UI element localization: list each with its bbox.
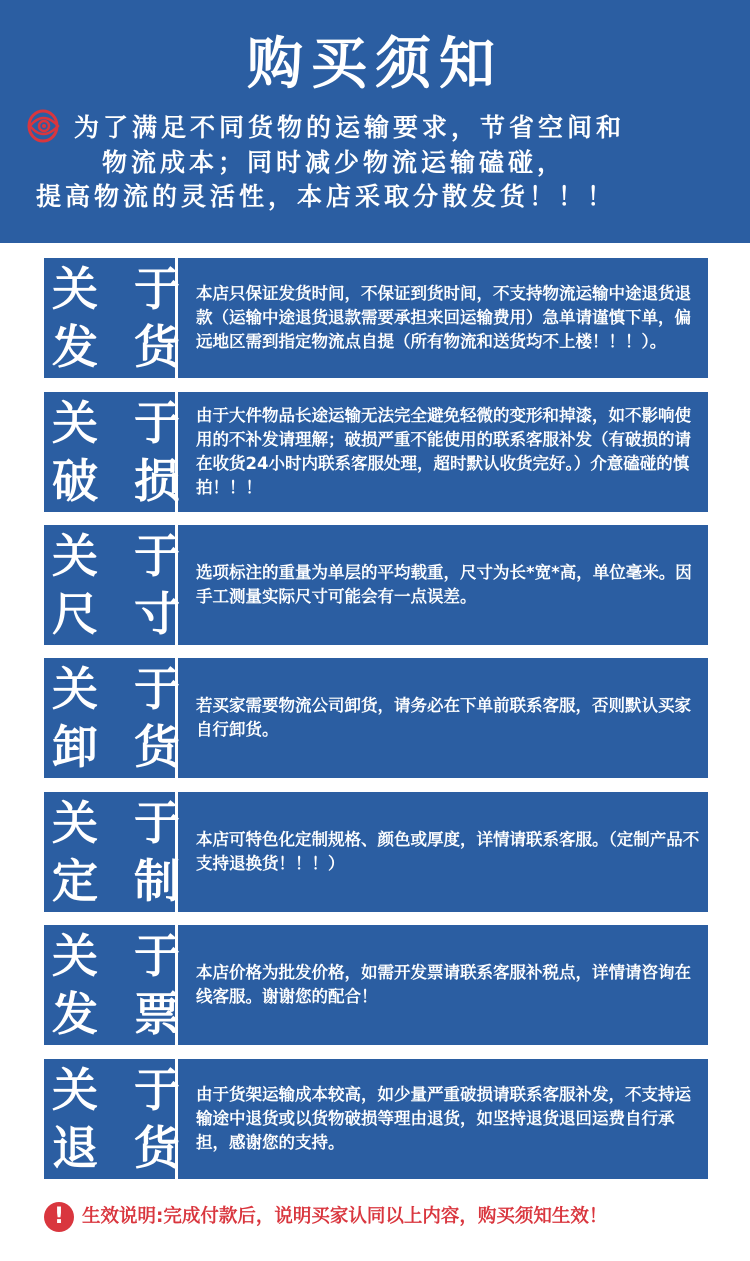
- section-label-bottom: 发 票: [52, 987, 191, 1041]
- intro-line-2: 物流成本；同时减少物流运输磕碰，: [102, 148, 567, 177]
- section-label-top: 关 于: [52, 1063, 191, 1117]
- header-banner: [0, 0, 750, 243]
- section-text: 本店可特色化定制规格、颜色或厚度，详情请联系客服。（定制产品不支持退换货！！！）: [196, 830, 700, 873]
- section-label-top: 关 于: [52, 662, 191, 716]
- exclamation-icon: !: [44, 1202, 74, 1232]
- section-unloading: [44, 658, 708, 778]
- section-label-top: 关 于: [52, 796, 191, 850]
- effective-notice-text: 生效说明:完成付款后，说明买家认同以上内容，购买须知生效！: [82, 1206, 608, 1227]
- section-label: [44, 925, 191, 1045]
- section-text: 本店价格为批发价格，如需开发票请联系客服补税点，详情请咨询在线客服。谢谢您的配合！: [196, 963, 691, 1006]
- section-text: 由于货架运输成本较高，如少量严重破损请联系客服补发，不支持运输途中退货或以货物破损等理由退货，如坚持退货退回运费自行承担，感谢您的支持。: [196, 1085, 691, 1152]
- section-label-bottom: 尺 寸: [52, 587, 191, 641]
- section-label-bottom: 发 货: [52, 320, 191, 374]
- section-label-top: 关 于: [52, 929, 191, 983]
- section-label: [44, 525, 191, 645]
- section-text: 选项标注的重量为单层的平均载重，尺寸为长*宽*高，单位毫米。因手工测量实际尺寸可能会有一点误差。: [196, 563, 692, 606]
- section-shipping: [44, 258, 708, 378]
- section-label: [44, 258, 191, 378]
- section-label-top: 关 于: [52, 396, 191, 450]
- section-label-bottom: 退 货: [52, 1121, 191, 1175]
- eye-notice-icon: [24, 107, 62, 145]
- section-damage: [44, 392, 708, 512]
- section-returns: [44, 1059, 708, 1179]
- section-text: 本店只保证发货时间，不保证到货时间，不支持物流运输中途退货退款（运输中途退货退款需要承担来回运输费用）急单请谨慎下单，偏远地区需到指定物流点自提（所有物流和送货均不上楼！！！）。: [196, 284, 691, 351]
- section-label-bottom: 破 损: [52, 454, 191, 508]
- section-label: [44, 1059, 191, 1179]
- intro-line-3: 提高物流的灵活性，本店采取分散发货！！！: [36, 182, 617, 211]
- section-label-top: 关 于: [52, 529, 191, 583]
- effective-notice: [44, 1200, 724, 1234]
- section-label: [44, 392, 191, 512]
- section-label: [44, 658, 191, 778]
- intro-line-1: 为了满足不同货物的运输要求，节省空间和: [74, 113, 626, 142]
- section-text: 若买家需要物流公司卸货，请务必在下单前联系客服，否则默认买家自行卸货。: [196, 696, 691, 739]
- section-label: [44, 792, 191, 912]
- section-text: 由于大件物品长途运输无法完全避免轻微的变形和掉漆，如不影响使用的不补发请理解；破损严重不能使用的联系客服补发（有破损的请在收货24小时内联系客服处理，超时默认收货完好。）介意磕碰的慎拍！！！: [196, 406, 691, 497]
- page-title: 购买须知: [247, 32, 503, 97]
- section-invoice: [44, 925, 708, 1045]
- section-label-bottom: 定 制: [52, 854, 191, 908]
- section-customization: [44, 792, 708, 912]
- section-label-top: 关 于: [52, 262, 191, 316]
- section-size: [44, 525, 708, 645]
- section-label-bottom: 卸 货: [52, 720, 191, 774]
